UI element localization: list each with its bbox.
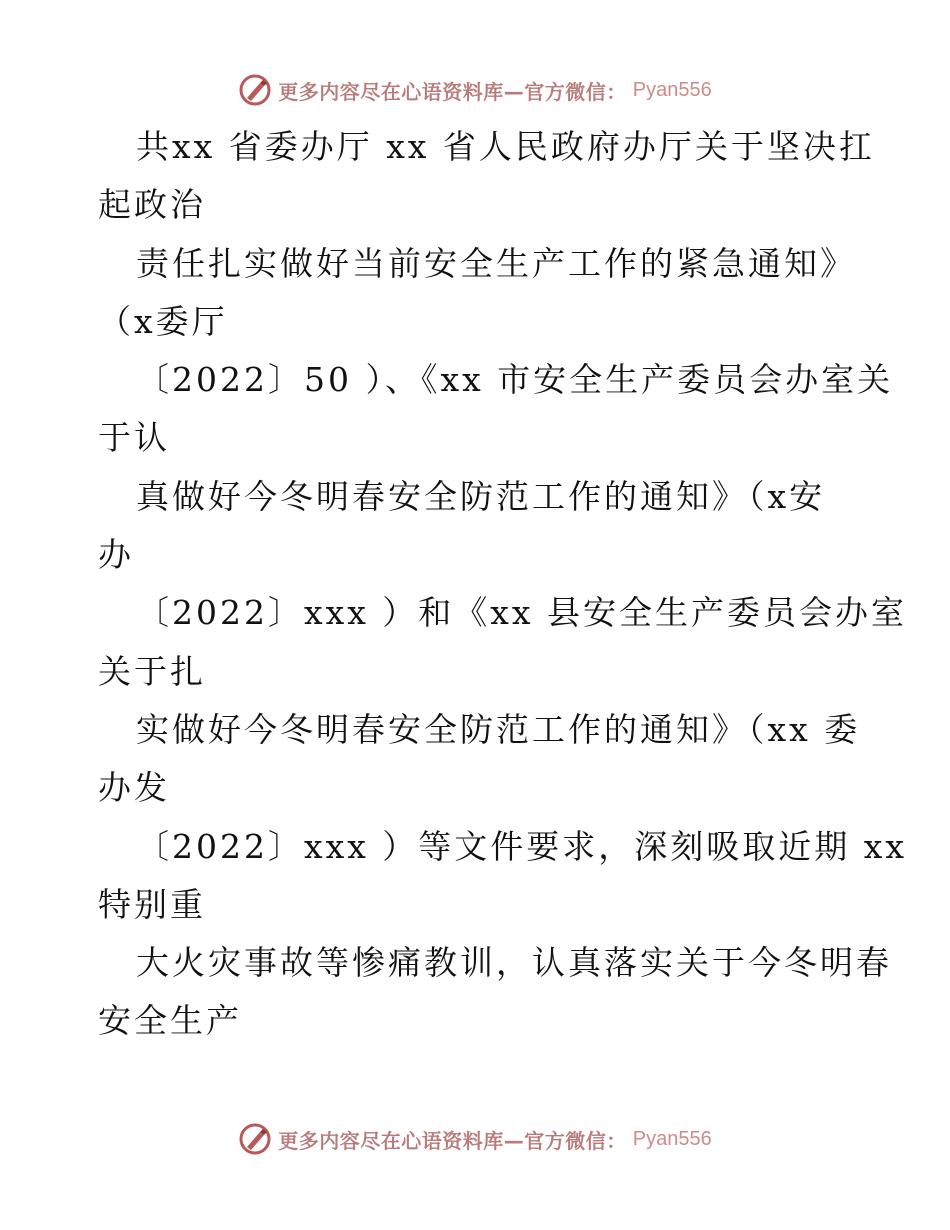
pen-logo-icon xyxy=(238,1122,272,1156)
text-line: （x委厅 xyxy=(98,301,228,341)
text-line: 责任扎实做好当前安全生产工作的紧急通知》 xyxy=(136,243,856,283)
watermark-wechat-id: Pyan556 xyxy=(632,78,712,101)
watermark-footer xyxy=(0,1117,950,1161)
document-body xyxy=(98,118,908,1051)
text-line: 于认 xyxy=(98,418,170,458)
text-line: 〔2022〕50 ）、《xx 市安全生产委员会办室关 xyxy=(136,360,894,400)
text-line: 特别重 xyxy=(98,884,206,924)
text-line: 起政治 xyxy=(98,185,206,225)
watermark-text: 更多内容尽在心语资料库—官方微信： xyxy=(278,1128,627,1153)
watermark-text: 更多内容尽在心语资料库—官方微信： xyxy=(278,79,627,104)
text-line: 〔2022〕xxx ）等文件要求，深刻吸取近期 xx xyxy=(136,826,908,866)
text-line: 〔2022〕xxx ）和《xx 县安全生产委员会办室 xyxy=(136,593,908,633)
text-line: 大火灾事故等惨痛教训，认真落实关于今冬明春 xyxy=(136,943,892,983)
text-line: 办 xyxy=(98,535,134,575)
text-line: 关于扎 xyxy=(98,651,206,691)
text-line: 实做好今冬明春安全防范工作的通知》（xx 委 xyxy=(136,709,861,749)
watermark-header xyxy=(0,68,950,112)
text-line: 真做好今冬明春安全防范工作的通知》（x安 xyxy=(136,476,826,516)
text-line: 办发 xyxy=(98,768,170,808)
text-line: 安全生产 xyxy=(98,1001,242,1041)
pen-logo-icon xyxy=(238,73,272,107)
text-line: 共xx 省委办厅 xx 省人民政府办厅关于坚决扛 xyxy=(136,127,875,166)
watermark-wechat-id: Pyan556 xyxy=(632,1127,712,1150)
